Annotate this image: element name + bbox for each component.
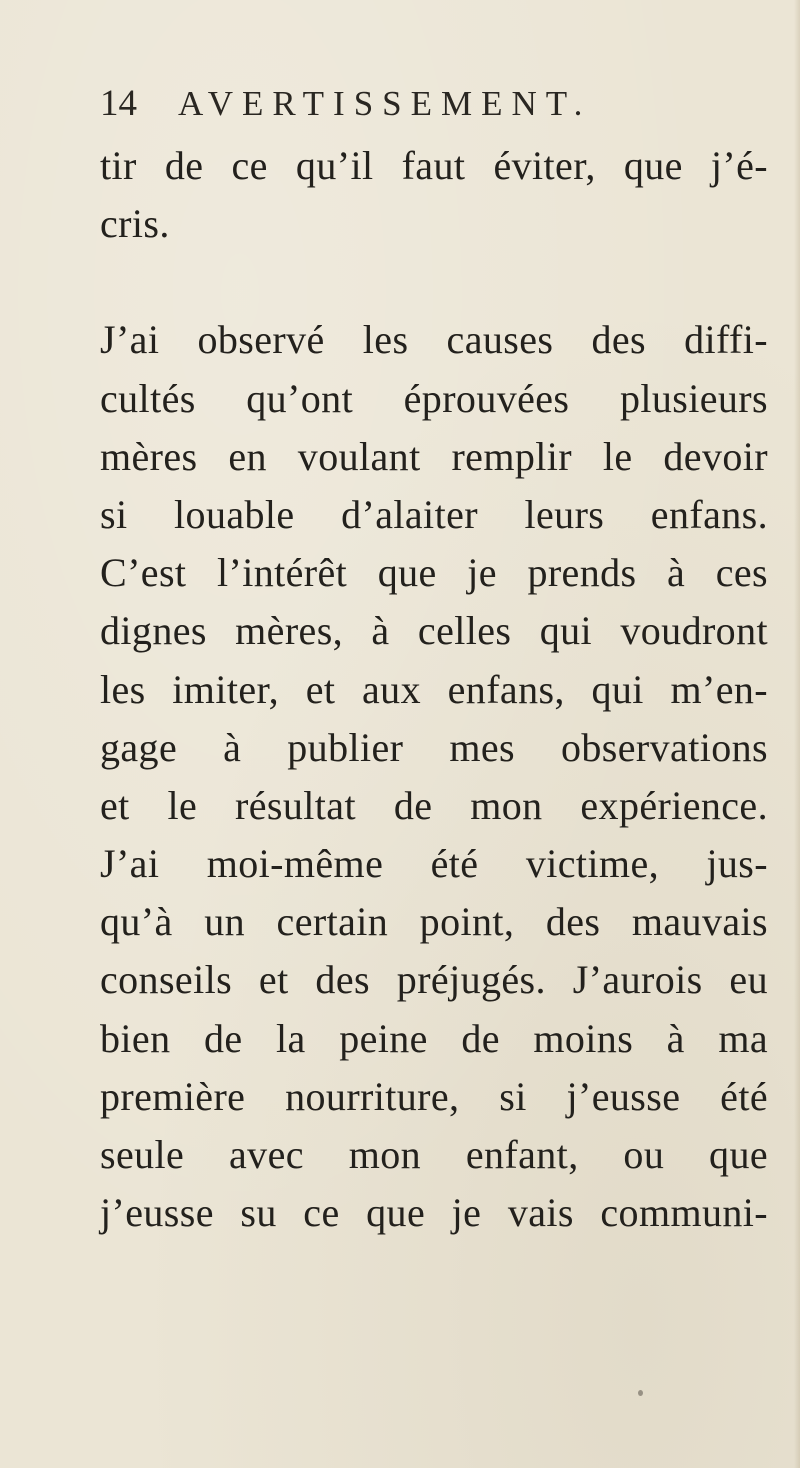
text-line: dignes mères, à celles qui voudront	[100, 608, 768, 654]
body-text	[100, 137, 790, 1242]
text-line: J’ai observé les causes des diffi-	[100, 317, 768, 363]
text-line: bien de la peine de moins à ma	[100, 1015, 768, 1061]
text-line: seule avec mon enfant, ou que	[100, 1132, 768, 1177]
paragraph-1	[100, 137, 790, 253]
ink-speck	[638, 1390, 643, 1396]
text-line: C’est l’intérêt que je prends à ces	[100, 550, 768, 596]
text-line: première nourriture, si j’eusse été	[100, 1073, 768, 1119]
text-line: j’eusse su ce que je vais communi-	[100, 1190, 768, 1236]
paragraph-gap	[100, 253, 790, 311]
text-line: cris.	[100, 201, 170, 247]
text-line: et le résultat de mon expérience.	[100, 782, 768, 828]
text-line: J’ai moi-même été victime, jus-	[100, 841, 768, 887]
running-title: AVERTISSEMENT.	[178, 84, 592, 123]
text-line: gage à publier mes observations	[100, 724, 768, 770]
text-line: tir de ce qu’il faut éviter, que j’é-	[100, 143, 768, 188]
text-line: les imiter, et aux enfans, qui m’en-	[100, 666, 768, 712]
text-line: cultés qu’ont éprouvées plusieurs	[100, 375, 768, 421]
text-line: qu’à un certain point, des mauvais	[100, 899, 768, 945]
page-number: 14	[100, 83, 137, 124]
running-header	[100, 82, 591, 126]
text-line: mères en voulant remplir le devoir	[100, 433, 768, 479]
text-line: si louable d’alaiter leurs enfans.	[100, 491, 768, 537]
paragraph-2	[100, 311, 790, 1242]
text-line: conseils et des préjugés. J’aurois eu	[100, 957, 768, 1003]
